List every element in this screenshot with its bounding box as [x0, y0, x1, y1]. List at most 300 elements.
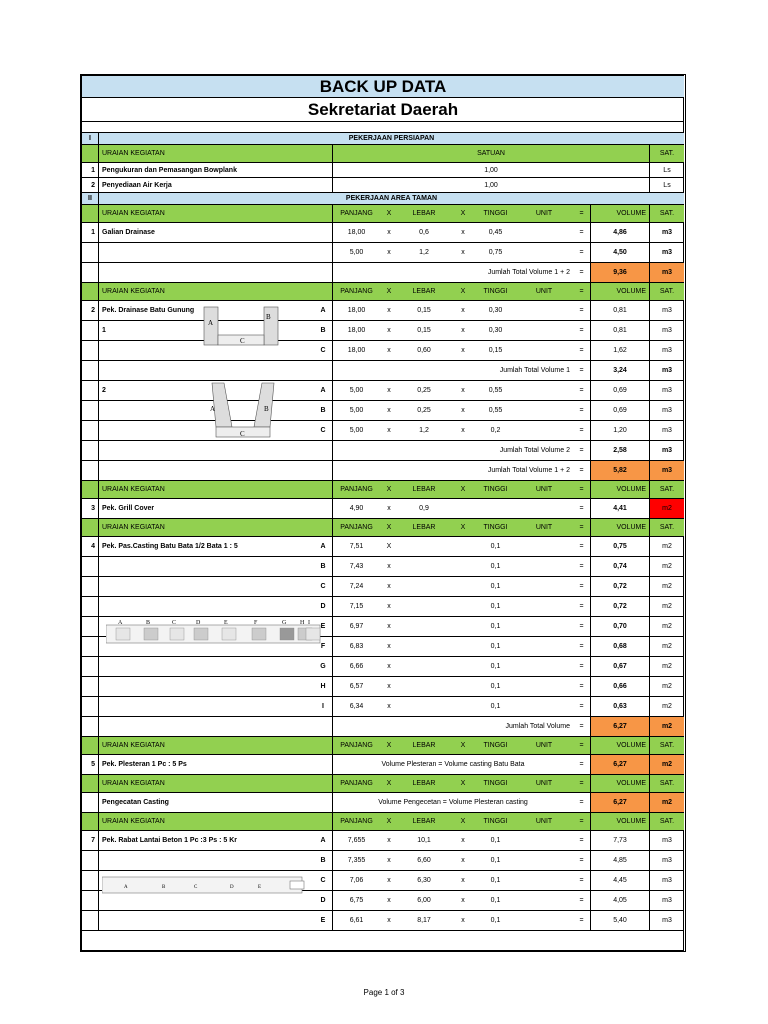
spacer-row — [82, 122, 684, 133]
table-row — [82, 499, 684, 519]
header-tinggi: TINGGI — [476, 737, 515, 754]
row-tinggi: 0,30 — [488, 327, 503, 334]
header-row — [82, 283, 684, 301]
row-eq: = — [579, 229, 584, 236]
row-eq: = — [579, 603, 584, 610]
casting-layout-diagram — [106, 617, 321, 647]
row-lebar: 0,25 — [417, 407, 431, 414]
row-tinggi: 0,1 — [490, 917, 501, 924]
header-eq: = — [573, 205, 590, 222]
row-number — [82, 557, 98, 576]
header-sat: SAT. — [649, 481, 684, 498]
header-volume: VOLUME — [590, 205, 649, 222]
row-eq: = — [579, 837, 584, 844]
header-sat: SAT. — [649, 775, 684, 792]
header-panjang: PANJANG — [332, 205, 380, 222]
svg-text:E: E — [224, 620, 228, 626]
section-row — [82, 193, 684, 205]
total-label: Jumlah Total Volume 1 + 2 — [332, 461, 573, 480]
row-eq: = — [579, 387, 584, 394]
row-x — [450, 677, 476, 696]
row-volume: 0,69 — [590, 381, 649, 400]
svg-text:E: E — [258, 885, 262, 890]
row-name — [98, 911, 314, 930]
row-x — [450, 597, 476, 616]
data-sheet — [80, 74, 686, 952]
row-x: x — [461, 229, 465, 236]
row-sat: m3 — [649, 831, 684, 850]
header-uraian: URAIAN KEGIATAN — [98, 775, 332, 792]
svg-text:B: B — [146, 620, 151, 626]
row-x — [450, 537, 476, 556]
row-eq: = — [579, 683, 584, 690]
row-number — [82, 321, 98, 340]
header-eq: = — [573, 519, 590, 536]
row-x: x — [461, 407, 465, 414]
svg-text:G: G — [282, 620, 287, 626]
row-tinggi: 0,1 — [490, 897, 501, 904]
row-lebar — [398, 657, 450, 676]
row-key: C — [320, 427, 326, 434]
row-x: x — [387, 663, 391, 670]
row-sat: m2 — [649, 537, 684, 556]
total-row — [82, 263, 684, 283]
row-lebar — [398, 597, 450, 616]
row-name: Pek. Rabat Lantai Beton 1 Pc :3 Ps : 5 Kr — [98, 831, 314, 850]
row-tinggi: 0,1 — [490, 563, 501, 570]
header-sat: SAT. — [649, 205, 684, 222]
row-x: x — [387, 407, 391, 414]
total-volume: 3,24 — [590, 361, 649, 380]
header-satuan: SATUAN — [332, 145, 649, 162]
header-tinggi: TINGGI — [476, 283, 515, 300]
header-x: X — [380, 481, 398, 498]
row-tinggi: 0,1 — [490, 543, 501, 550]
row-eq: = — [579, 663, 584, 670]
row-panjang: 6,61 — [332, 911, 380, 930]
row-volume: 0,72 — [590, 577, 649, 596]
header-lebar: LEBAR — [398, 519, 450, 536]
header-sat: SAT. — [649, 737, 684, 754]
row-x — [450, 617, 476, 636]
row-key: E — [320, 623, 326, 630]
row-name: Pengukuran dan Pemasangan Bowplank — [98, 163, 332, 177]
row-sat: m3 — [649, 891, 684, 910]
header-row — [82, 205, 684, 223]
row-x: x — [387, 307, 391, 314]
row-x: x — [387, 347, 391, 354]
row-lebar: 10,1 — [417, 837, 431, 844]
header-uraian: URAIAN KEGIATAN — [98, 205, 332, 222]
title-row — [82, 76, 684, 98]
row-x — [450, 697, 476, 716]
row-unit: Ls — [649, 163, 684, 177]
row-volume: 5,40 — [590, 911, 649, 930]
header-x: X — [380, 205, 398, 222]
header-lebar: LEBAR — [398, 481, 450, 498]
row-sat: m3 — [649, 871, 684, 890]
svg-text:C: C — [240, 337, 245, 345]
row-sat: m2 — [649, 677, 684, 696]
svg-text:A: A — [118, 620, 123, 626]
row-key: I — [322, 703, 324, 710]
header-eq: = — [573, 737, 590, 754]
total-volume: 6,27 — [590, 717, 649, 736]
row-key: B — [320, 327, 326, 334]
row-tinggi: 0,55 — [488, 387, 503, 394]
header-eq: = — [573, 283, 590, 300]
row-eq: = — [579, 917, 584, 924]
row-lebar: 0,6 — [419, 229, 429, 236]
header-row — [82, 737, 684, 755]
row-number — [82, 617, 98, 636]
row-eq: = — [579, 761, 584, 768]
row-volume: 0,66 — [590, 677, 649, 696]
table-row — [82, 321, 684, 341]
row-key: C — [320, 583, 326, 590]
row-x: x — [387, 837, 391, 844]
row-eq: = — [579, 505, 584, 512]
row-lebar — [398, 557, 450, 576]
header-unit: UNIT — [515, 283, 573, 300]
header-panjang: PANJANG — [332, 481, 380, 498]
row-number — [82, 891, 98, 910]
row-number — [82, 697, 98, 716]
header-uraian: URAIAN KEGIATAN — [98, 145, 332, 162]
row-x — [450, 637, 476, 656]
row-sat: m2 — [649, 657, 684, 676]
header-unit: UNIT — [515, 813, 573, 830]
total-eq: = — [579, 723, 584, 730]
row-tinggi: 0,1 — [490, 623, 501, 630]
table-row — [82, 597, 684, 617]
row-number — [82, 677, 98, 696]
header-eq: = — [573, 775, 590, 792]
svg-text:A: A — [210, 405, 216, 413]
row-x — [450, 657, 476, 676]
row-key: H — [320, 683, 326, 690]
row-eq: = — [579, 857, 584, 864]
table-row — [82, 178, 684, 193]
row-key: A — [320, 837, 326, 844]
row-tinggi: 0,15 — [488, 347, 503, 354]
page-subtitle: Sekretariat Daerah — [307, 99, 459, 119]
total-label: Jumlah Total Volume 1 — [332, 361, 573, 380]
header-tinggi: TINGGI — [476, 813, 515, 830]
row-number — [82, 851, 98, 870]
row-unit: Ls — [649, 178, 684, 192]
header-panjang: PANJANG — [332, 775, 380, 792]
row-sat: m2 — [649, 499, 684, 518]
row-sat: m2 — [649, 637, 684, 656]
header-unit: UNIT — [515, 205, 573, 222]
drainage-section-diagram-2 — [206, 381, 282, 439]
row-number: 1 — [91, 229, 95, 236]
row-panjang: 7,24 — [332, 577, 380, 596]
row-x: x — [387, 917, 391, 924]
row-x: x — [387, 249, 391, 256]
svg-text:D: D — [196, 620, 201, 626]
header-tinggi: TINGGI — [476, 519, 515, 536]
row-tinggi: 0,1 — [490, 837, 501, 844]
row-number: 2 — [91, 307, 95, 314]
row-lebar: 1,2 — [419, 249, 429, 256]
row-key: B — [320, 857, 326, 864]
row-formula: Volume Plesteran = Volume casting Batu Bata — [332, 755, 573, 774]
row-key: C — [320, 347, 326, 354]
row-lebar — [398, 677, 450, 696]
row-key: D — [320, 603, 326, 610]
row-volume: 6,27 — [590, 755, 649, 774]
header-uraian: URAIAN KEGIATAN — [98, 737, 332, 754]
row-tinggi: 0,75 — [488, 249, 503, 256]
row-volume: 1,62 — [590, 341, 649, 360]
row-volume: 0,63 — [590, 697, 649, 716]
page-footer: Page 1 of 3 — [363, 988, 405, 997]
header-lebar: LEBAR — [398, 205, 450, 222]
row-key: A — [320, 387, 326, 394]
row-key: B — [320, 563, 326, 570]
row-sat: m2 — [649, 577, 684, 596]
row-key: A — [320, 543, 326, 550]
row-name: Pengecatan Casting — [98, 793, 332, 812]
row-sat: m3 — [649, 243, 684, 262]
row-volume: 0,81 — [590, 321, 649, 340]
row-x: x — [387, 683, 391, 690]
row-eq: = — [579, 427, 584, 434]
row-name: Pek. Plesteran 1 Pc : 5 Ps — [98, 755, 332, 774]
row-sat: m3 — [649, 401, 684, 420]
row-lebar: 6,60 — [417, 857, 431, 864]
row-x: x — [387, 505, 391, 512]
row-eq: = — [579, 249, 584, 256]
header-x: X — [450, 481, 476, 498]
row-lebar — [398, 617, 450, 636]
row-tinggi: 0,1 — [490, 703, 501, 710]
row-volume: 4,41 — [590, 499, 649, 518]
table-row — [82, 401, 684, 421]
row-sat: m3 — [649, 321, 684, 340]
svg-text:C: C — [172, 620, 177, 626]
row-x: x — [461, 877, 465, 884]
table-row — [82, 223, 684, 243]
row-sat: m2 — [649, 793, 684, 812]
header-unit: UNIT — [515, 481, 573, 498]
row-name — [98, 657, 314, 676]
row-x: x — [387, 643, 391, 650]
row-name: Galian Drainase — [98, 223, 314, 242]
row-number — [82, 401, 98, 420]
row-sat: m3 — [649, 301, 684, 320]
row-name — [98, 851, 314, 870]
header-x: X — [450, 283, 476, 300]
row-volume: 0,68 — [590, 637, 649, 656]
row-sat: m3 — [649, 341, 684, 360]
row-eq: = — [579, 347, 584, 354]
table-row — [82, 381, 684, 401]
row-panjang: 7,51 — [332, 537, 380, 556]
row-number: 1 — [91, 166, 95, 174]
header-x: X — [450, 519, 476, 536]
slab-layout-diagram — [102, 875, 312, 897]
row-sat: m2 — [649, 597, 684, 616]
row-panjang: 7,06 — [332, 871, 380, 890]
row-x: x — [461, 837, 465, 844]
row-panjang: 5,00 — [332, 421, 380, 440]
row-number — [82, 243, 98, 262]
header-tinggi: TINGGI — [476, 775, 515, 792]
row-lebar: 6,30 — [417, 877, 431, 884]
row-lebar: 6,00 — [417, 897, 431, 904]
total-volume: 9,36 — [590, 263, 649, 282]
row-name — [98, 557, 314, 576]
header-x: X — [450, 205, 476, 222]
row-name: Pek. Drainase Batu Gunung — [98, 301, 314, 320]
row-number — [82, 871, 98, 890]
row-x: x — [387, 897, 391, 904]
svg-text:D: D — [230, 885, 234, 890]
total-label: Jumlah Total Volume 2 — [332, 441, 573, 460]
total-eq: = — [579, 467, 584, 474]
row-key: E — [320, 917, 326, 924]
row-x: x — [387, 427, 391, 434]
row-panjang: 4,90 — [332, 499, 380, 518]
row-x: x — [461, 897, 465, 904]
row-sat: m3 — [649, 911, 684, 930]
row-volume: 4,50 — [590, 243, 649, 262]
table-row — [82, 577, 684, 597]
row-name — [98, 577, 314, 596]
row-x: x — [461, 327, 465, 334]
row-panjang: 18,00 — [332, 341, 380, 360]
row-tinggi: 0,1 — [490, 643, 501, 650]
header-volume: VOLUME — [590, 283, 649, 300]
row-name: Pek. Pas.Casting Batu Bata 1/2 Bata 1 : 5 — [98, 537, 314, 556]
page-title: BACK UP DATA — [319, 76, 447, 96]
row-tinggi: 0,1 — [490, 583, 501, 590]
row-lebar — [398, 697, 450, 716]
svg-text:B: B — [162, 885, 166, 890]
row-sat: m2 — [649, 617, 684, 636]
table-row — [82, 677, 684, 697]
table-row — [82, 421, 684, 441]
row-tinggi: 0,1 — [490, 857, 501, 864]
row-key: B — [320, 407, 326, 414]
row-x: x — [387, 229, 391, 236]
table-row — [82, 755, 684, 775]
row-key: D — [320, 897, 326, 904]
header-sat: SAT. — [649, 145, 684, 162]
row-tinggi: 0,45 — [488, 229, 503, 236]
row-name: Penyediaan Air Kerja — [98, 178, 332, 192]
table-row — [82, 341, 684, 361]
header-volume: VOLUME — [590, 775, 649, 792]
header-panjang: PANJANG — [332, 283, 380, 300]
total-sat: m3 — [649, 361, 684, 380]
header-sat: SAT. — [649, 813, 684, 830]
row-number — [82, 637, 98, 656]
row-eq: = — [579, 583, 584, 590]
header-lebar: LEBAR — [398, 775, 450, 792]
row-volume: 0,67 — [590, 657, 649, 676]
header-volume: VOLUME — [590, 813, 649, 830]
header-row — [82, 519, 684, 537]
row-panjang: 6,34 — [332, 697, 380, 716]
row-eq: = — [579, 563, 584, 570]
total-volume: 2,58 — [590, 441, 649, 460]
table-row — [82, 831, 684, 851]
row-lebar: 0,60 — [417, 347, 431, 354]
row-number — [82, 911, 98, 930]
row-sat: m2 — [649, 557, 684, 576]
header-volume: VOLUME — [590, 519, 649, 536]
row-eq: = — [579, 897, 584, 904]
row-panjang: 6,83 — [332, 637, 380, 656]
svg-text:A: A — [124, 885, 128, 890]
section-label: PEKERJAAN AREA TAMAN — [98, 193, 684, 204]
row-lebar — [398, 537, 450, 556]
row-panjang: 18,00 — [332, 321, 380, 340]
row-panjang: 6,97 — [332, 617, 380, 636]
section-label: PEKERJAAN PERSIAPAN — [98, 133, 684, 144]
row-eq: = — [579, 307, 584, 314]
row-value: 1,00 — [332, 178, 649, 192]
total-volume: 5,82 — [590, 461, 649, 480]
header-volume: VOLUME — [590, 481, 649, 498]
row-panjang: 7,355 — [332, 851, 380, 870]
header-x: X — [380, 813, 398, 830]
row-eq: = — [579, 799, 584, 806]
row-tinggi: 0,2 — [490, 427, 501, 434]
header-volume: VOLUME — [590, 737, 649, 754]
header-panjang: PANJANG — [332, 519, 380, 536]
header-row — [82, 481, 684, 499]
row-volume: 6,27 — [590, 793, 649, 812]
header-x: X — [450, 775, 476, 792]
row-lebar — [398, 637, 450, 656]
row-number — [82, 381, 98, 400]
svg-text:B: B — [266, 313, 271, 321]
table-row — [82, 163, 684, 178]
row-tinggi: 0,1 — [490, 603, 501, 610]
header-row — [82, 145, 684, 163]
total-row — [82, 717, 684, 737]
row-number: 2 — [91, 181, 95, 189]
header-eq: = — [573, 813, 590, 830]
row-volume: 0,70 — [590, 617, 649, 636]
total-row — [82, 361, 684, 381]
table-row — [82, 851, 684, 871]
row-x: x — [387, 583, 391, 590]
svg-text:B: B — [264, 405, 269, 413]
row-lebar — [398, 577, 450, 596]
row-x: x — [461, 917, 465, 924]
header-uraian: URAIAN KEGIATAN — [98, 519, 332, 536]
row-panjang: 5,00 — [332, 243, 380, 262]
row-panjang: 6,66 — [332, 657, 380, 676]
row-number — [82, 577, 98, 596]
row-lebar: 1,2 — [419, 427, 429, 434]
row-lebar: 0,25 — [417, 387, 431, 394]
header-sat: SAT. — [649, 519, 684, 536]
header-lebar: LEBAR — [398, 283, 450, 300]
row-x: x — [387, 387, 391, 394]
table-row — [82, 793, 684, 813]
row-panjang: 7,15 — [332, 597, 380, 616]
total-eq: = — [579, 269, 584, 276]
header-uraian: URAIAN KEGIATAN — [98, 813, 332, 830]
row-x: X — [386, 543, 392, 550]
